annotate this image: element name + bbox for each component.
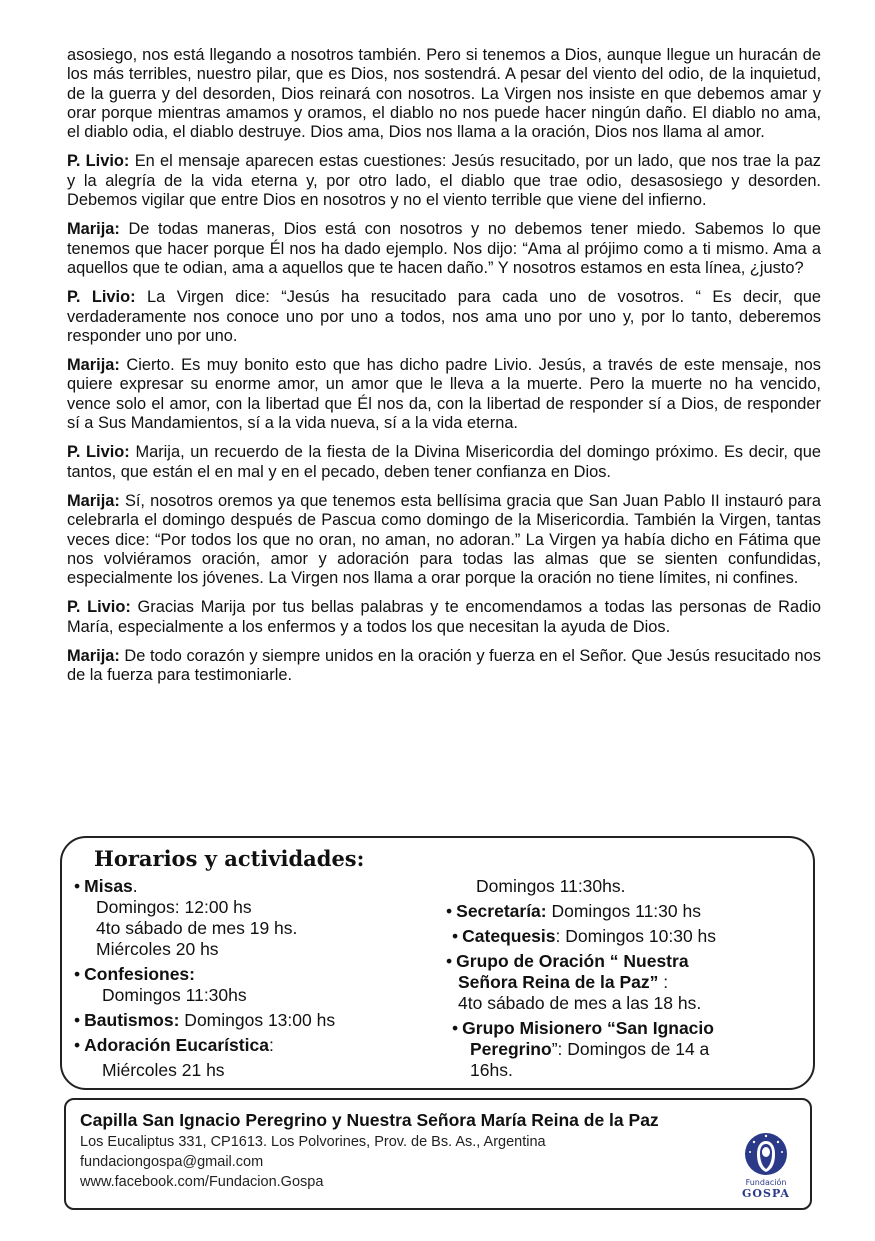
paragraph bbox=[67, 647, 821, 686]
bullet-icon: • bbox=[74, 1010, 81, 1030]
entry-line bbox=[446, 972, 796, 993]
paragraph-text: Marija, un recuerdo de la fiesta de la Divina Misericordia del domingo próximo. Es decir, que tantos, que están el en mal y en el pecado, deben tener confianza en Dios. bbox=[67, 443, 821, 481]
fundacion-gospa-logo bbox=[734, 1132, 798, 1204]
schedule-title: Horarios y actividades: bbox=[94, 846, 365, 871]
speaker-label: Marija: bbox=[67, 220, 120, 239]
bullet-icon: • bbox=[446, 951, 453, 971]
entry-punct: . bbox=[132, 876, 138, 896]
entry-line: Miércoles 21 hs bbox=[102, 1060, 225, 1080]
speaker-label: P. Livio: bbox=[67, 152, 130, 171]
footer-email[interactable]: fundaciongospa@gmail.com bbox=[80, 1154, 264, 1170]
entry-label: Peregrino bbox=[470, 1039, 552, 1059]
entry-label: Adoración Eucarística bbox=[84, 1035, 269, 1055]
paragraph-text: Cierto. Es muy bonito esto que has dicho padre Livio. Jesús, a través de este mensaje, nos quiere expresar su enorme amor, un amor que le lleva a la muerte. Pero la muerte no ha vencido, vence solo el amor, con la libertad que Él nos da, con la libertad de responder sí a Dios, de responder sí a Sus Mandamientos, sí a la vida nueva, sí a la vida eterna. bbox=[67, 356, 821, 433]
entry-label: Secretaría: bbox=[456, 901, 547, 921]
entry-text: : Domingos 10:30 hs bbox=[555, 926, 717, 946]
bullet-icon: • bbox=[74, 964, 81, 984]
footer-title: Capilla San Ignacio Peregrino y Nuestra Señora María Reina de la Paz bbox=[80, 1110, 659, 1130]
schedule-entry-misas bbox=[74, 876, 414, 960]
speaker-label: Marija: bbox=[67, 647, 120, 666]
paragraph bbox=[67, 356, 821, 433]
entry-text: Domingos 11:30 hs bbox=[546, 901, 701, 921]
schedule-entry-bautismos bbox=[74, 1010, 414, 1031]
schedule-entry-confesiones bbox=[74, 964, 414, 1006]
speaker-label: Marija: bbox=[67, 356, 120, 375]
schedule-entry-grupo-misionero bbox=[446, 1018, 796, 1081]
entry-punct: : bbox=[658, 972, 669, 992]
schedule-column-right bbox=[446, 876, 796, 1085]
entry-text: ”: Domingos de 14 a bbox=[551, 1039, 710, 1059]
entry-label: Grupo de Oración “ Nuestra bbox=[456, 951, 689, 971]
speaker-label: Marija: bbox=[67, 491, 120, 510]
entry-label: Misas bbox=[84, 876, 133, 896]
paragraph bbox=[67, 598, 821, 637]
paragraph bbox=[67, 220, 821, 278]
contact-footer bbox=[64, 1098, 812, 1210]
entry-label: Bautismos: bbox=[84, 1010, 180, 1030]
speaker-label: P. Livio: bbox=[67, 288, 136, 307]
paragraph bbox=[67, 443, 821, 482]
paragraph bbox=[67, 288, 821, 346]
entry-label: Catequesis bbox=[462, 926, 556, 946]
bullet-icon: • bbox=[74, 1035, 81, 1055]
entry-line: 4to sábado de mes a las 18 hs. bbox=[458, 993, 702, 1013]
entry-label: Confesiones: bbox=[84, 964, 195, 984]
entry-line: Miércoles 20 hs bbox=[96, 939, 219, 959]
entry-text: Domingos 13:00 hs bbox=[179, 1010, 336, 1030]
paragraph-text: De todas maneras, Dios está con nosotros y no debemos tener miedo. Sabemos lo que tenemos que hacer porque Él nos ha dado ejemplo. Nos dijo: “Ama al prójimo como a ti mismo. Ama a aquellos que te odian, ama a aquellos que te hacen daño.” Y nosotros estamos en esta línea, ¿justo? bbox=[67, 220, 821, 277]
paragraph-text: Sí, nosotros oremos ya que tenemos esta bellísima gracia que San Juan Pablo II instauró para celebrarla el domingo después de Pascua como domingo de la Misericordia. También la Virgen, tantas veces dice: “Por todos los que no oran, no aman, no adoran.” La Virgen ya había dicho en Fátima que nos volviéramos oración, amor y adoración para todas las almas que se sienten confundidas, especialmente los jóvenes. La Virgen nos llama a orar porque la oración no tiene límites, ni confines. bbox=[67, 491, 821, 588]
footer-address: Los Eucaliptus 331, CP1613. Los Polvorines, Prov. de Bs. As., Argentina bbox=[80, 1134, 546, 1150]
entry-line bbox=[452, 1039, 796, 1060]
paragraph bbox=[67, 492, 821, 588]
footer-facebook[interactable]: www.facebook.com/Fundacion.Gospa bbox=[80, 1174, 324, 1190]
paragraph-text: De todo corazón y siempre unidos en la oración y fuerza en el Señor. Que Jesús resucitado nos de la fuerza para testimoniarle. bbox=[67, 647, 821, 685]
entry-label: Señora Reina de la Paz” bbox=[458, 972, 659, 992]
bullet-icon: • bbox=[74, 876, 81, 896]
bullet-icon: • bbox=[452, 926, 459, 946]
paragraph bbox=[67, 46, 821, 142]
entry-line: Domingos: 12:00 hs bbox=[96, 897, 252, 917]
virgin-mary-icon bbox=[744, 1132, 788, 1176]
schedule-box bbox=[60, 836, 815, 1090]
logo-text: Fundación bbox=[745, 1178, 787, 1187]
schedule-entry-adoracion bbox=[74, 1035, 414, 1081]
entry-label: Grupo Misionero “San Ignacio bbox=[462, 1018, 714, 1038]
entry-line: Domingos 11:30hs bbox=[102, 985, 247, 1005]
paragraph-text: asosiego, nos está llegando a nosotros también. Pero si tenemos a Dios, aunque llegue un huracán de los más terribles, nuestro pilar, que es Dios, nos sostendrá. A pesar del viento del odio, de la inquietud, de la guerra y del desorden, Dios reinará con nosotros. La Virgen nos insiste en que debemos amar y orar porque mientras amamos y oramos, el diablo no nos puede hacer ningún daño. El diablo no ama, el diablo odia, el diablo destruye. Dios ama, Dios nos llama a la oración, Dios nos llama al amor. bbox=[67, 46, 821, 142]
bullet-icon: • bbox=[446, 901, 453, 921]
logo-text: GOSPA bbox=[742, 1187, 790, 1200]
schedule-entry-secretaria bbox=[446, 901, 796, 922]
article-text bbox=[67, 46, 821, 696]
paragraph-text: En el mensaje aparecen estas cuestiones: Jesús resucitado, por un lado, que nos trae la paz y la alegría de la vida eterna y, por otro lado, el diablo que trae odio, desasosiego y desorden. Debemos vigilar que entre Dios en nosotros y no el viento terrible que viene del infierno. bbox=[67, 152, 822, 210]
bullet-icon: • bbox=[452, 1018, 459, 1038]
speaker-label: P. Livio: bbox=[67, 598, 131, 617]
entry-line: 4to sábado de mes 19 hs. bbox=[96, 918, 298, 938]
paragraph-text: Gracias Marija por tus bellas palabras y te encomendamos a todas las personas de Radio María, especialmente a los enfermos y a todos los que necesitan la ayuda de Dios. bbox=[67, 598, 821, 636]
speaker-label: P. Livio: bbox=[67, 443, 130, 462]
paragraph-text: La Virgen dice: “Jesús ha resucitado para cada uno de vosotros. “ Es decir, que verdaderamente nos conoce uno por uno a todos, nos ama uno por uno y, por lo tanto, deberemos responder uno por uno. bbox=[67, 288, 821, 345]
paragraph bbox=[67, 152, 821, 210]
schedule-entry-catequesis bbox=[446, 926, 796, 947]
entry-line: 16hs. bbox=[470, 1060, 513, 1080]
schedule-entry-grupo-oracion bbox=[446, 951, 796, 1014]
schedule-column-left bbox=[74, 876, 414, 1085]
entry-line: Domingos 11:30hs. bbox=[476, 876, 626, 896]
entry-punct: : bbox=[268, 1035, 274, 1055]
